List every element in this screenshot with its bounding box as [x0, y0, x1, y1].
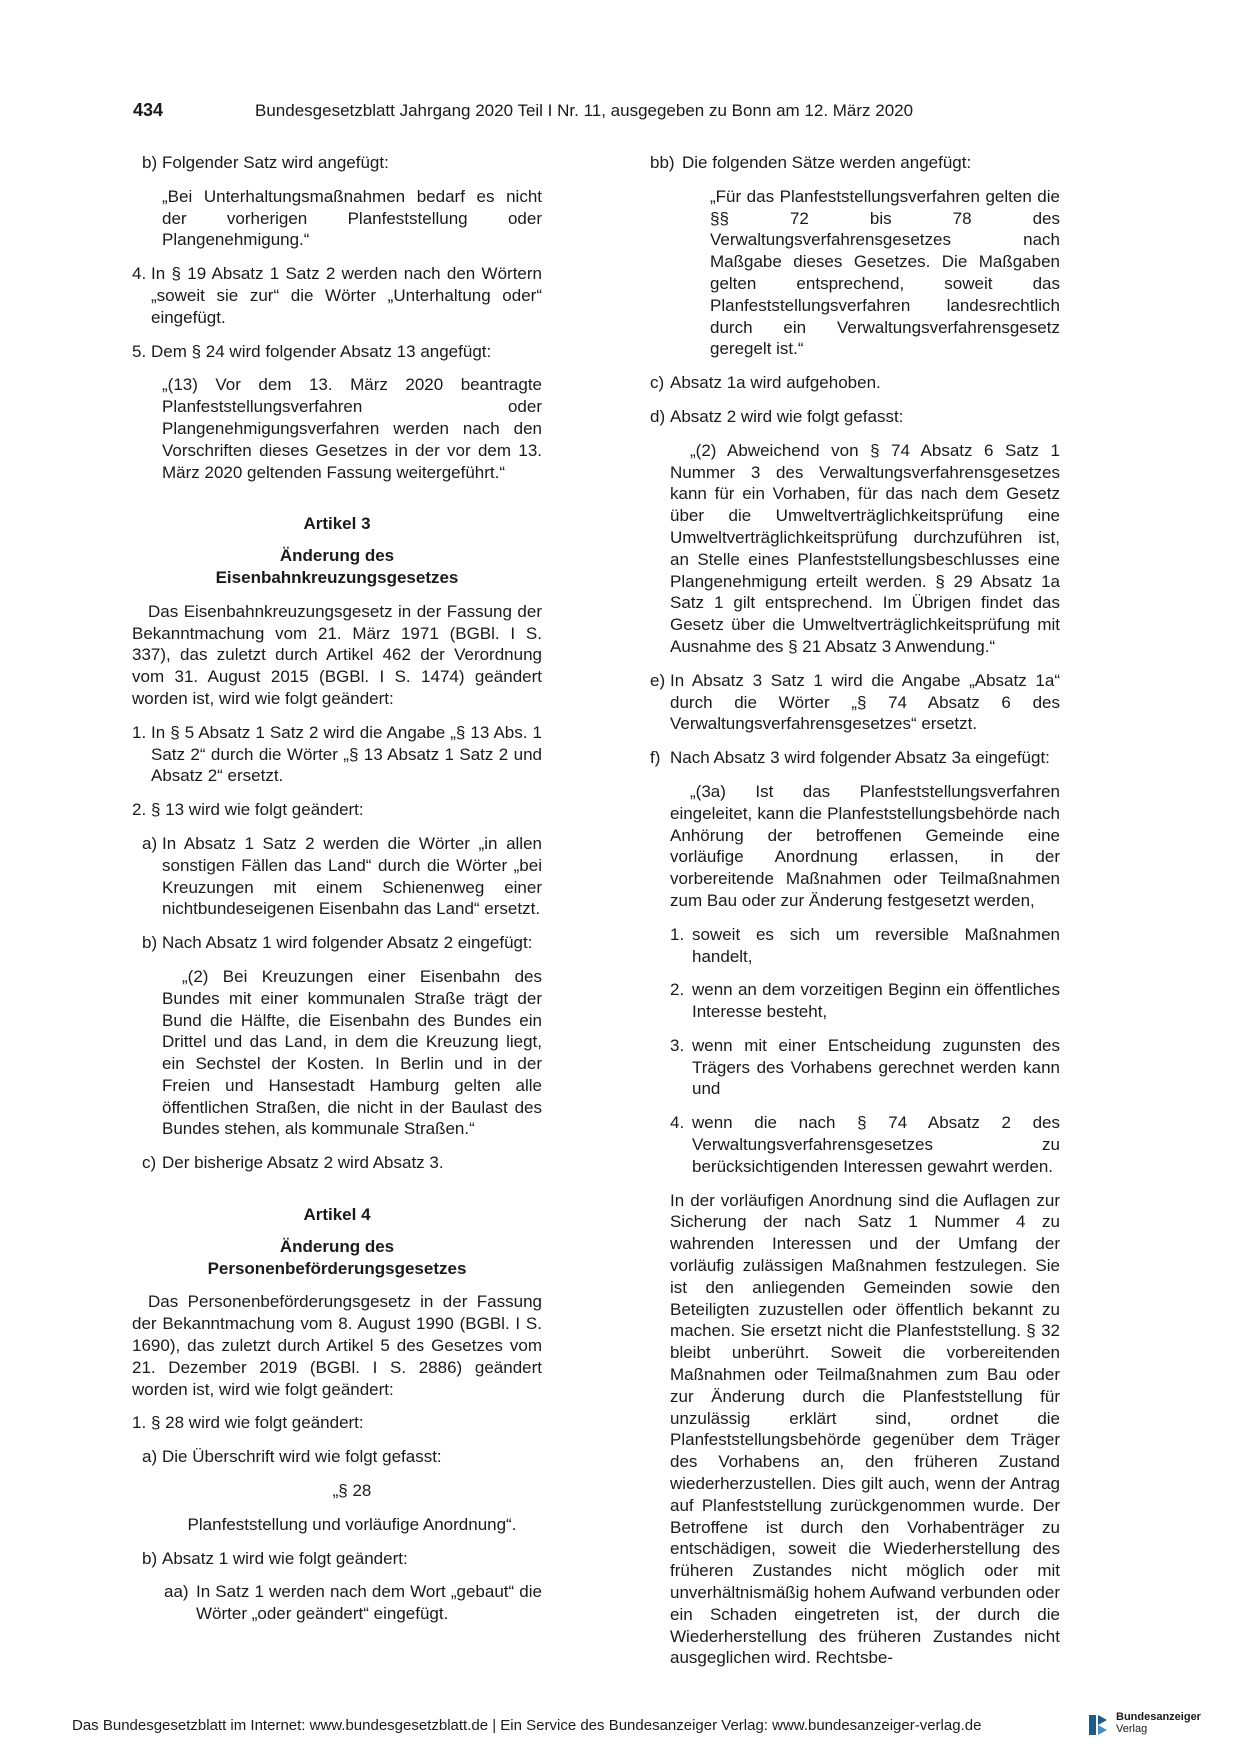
page-footer	[72, 1717, 1192, 1734]
article-subtitle: Eisenbahnkreuzungsgesetzes	[215, 567, 459, 587]
item-text: wenn mit einer Entscheidung zugunsten des Trägers des Vorhabens gerechnet werden kann und	[692, 1035, 1060, 1099]
item-text: Absatz 1a wird aufgehoben.	[670, 373, 881, 393]
logo-line1: Bundesanzeiger	[1116, 1711, 1201, 1723]
item-text: Nach Absatz 1 wird folgender Absatz 2 eingefügt:	[162, 933, 533, 953]
item-text: Absatz 1 wird wie folgt geändert:	[162, 1548, 408, 1568]
list-item	[650, 979, 1060, 1023]
list-item	[132, 722, 542, 787]
left-column	[132, 152, 542, 1637]
item-number: 1.	[670, 924, 685, 944]
item-text: Nach Absatz 3 wird folgender Absatz 3a eingefügt:	[670, 748, 1050, 768]
list-item	[132, 799, 542, 821]
list-item	[650, 372, 1060, 394]
item-number: 2.	[670, 980, 685, 1000]
page-header	[133, 100, 978, 121]
item-text: soweit es sich um reversible Maßnahmen handelt,	[692, 924, 1060, 966]
list-item	[132, 1152, 542, 1174]
item-text: Dem § 24 wird folgender Absatz 13 angefügt:	[151, 341, 492, 361]
quoted-text: „Bei Unterhaltungsmaßnahmen bedarf es nicht der vorherigen Planfeststellung oder Plangenehmigung.“	[162, 186, 542, 250]
article-subtitle: Personenbeförderungsgesetzes	[207, 1258, 467, 1278]
item-text: In § 5 Absatz 1 Satz 2 wird die Angabe „§ 13 Abs. 1 Satz 2“ durch die Wörter „§ 13 Absatz 1 Satz 2 und Absatz 2“ ersetzt.	[151, 722, 542, 786]
bundesanzeiger-logo-icon	[1086, 1712, 1110, 1738]
list-item	[650, 1035, 1060, 1100]
list-item	[132, 932, 542, 954]
item-label: a)	[142, 833, 158, 853]
article-intro: Das Personenbeförderungsgesetz in der Fassung der Bekanntmachung vom 8. August 1990 (BGBl. I S. 1690), das zuletzt durch Artikel 5 des Gesetzes vom 21. Dezember 2019 (BGBl. I S. 2886) geändert worden ist, wird wie folgt geändert:	[132, 1292, 542, 1399]
item-label: e)	[650, 670, 666, 690]
item-number: 3.	[670, 1035, 685, 1055]
footer-text: Das Bundesgesetzblatt im Internet: www.bundesgesetzblatt.de | Ein Service des Bundesanzeiger Verlag: www.bundesanzeiger-verlag.de	[72, 1717, 982, 1734]
item-text: Die Überschrift wird wie folgt gefasst:	[162, 1447, 442, 1467]
list-item	[132, 1446, 542, 1468]
list-item	[650, 747, 1060, 769]
item-text: Absatz 2 wird wie folgt gefasst:	[670, 406, 904, 426]
list-item	[650, 670, 1060, 735]
paragraph: In der vorläufigen Anordnung sind die Auflagen zur Sicherung der nach Satz 1 Nummer 4 zu wahrenden Interessen und der Umfang der vorläufig zulässigen Maßnahmen festzulegen. Sie ist den anliegenden Gemeinden sowie den Beteiligten zuzustellen oder öffentlich bekannt zu machen. Sie ersetzt nicht die Planfeststellung. § 32 bleibt unberührt. Soweit die vorbereitenden Maßnahmen oder Teilmaßnahmen zum Bau oder zur Änderung durch die Planfeststellung für unzulässig erklärt sind, ordnet die Planfeststellungsbehörde gegenüber dem Träger des Vorhabens an, den früheren Zustand wiederherzustellen. Dies gilt auch, wenn der Antrag auf Planfeststellung zurückgenommen wurde. Der Betroffene ist durch den Vorhabenträger zu entschädigen, soweit die Wiederherstellung des früheren Zustandes nicht möglich oder mit unverhältnismäßig hohem Aufwand verbunden oder ein Schaden eingetreten ist, der durch die Wiederherstellung des früheren Zustandes nicht ausgeglichen wird. Rechtsbe-	[670, 1190, 1060, 1668]
item-number: 1.	[132, 722, 147, 742]
quoted-text: „(3a) Ist das Planfeststellungsverfahren eingeleitet, kann die Planfeststellungsbehörde nach Anhörung der betroffenen Gemeinde eine vorläufige Anordnung erlassen, in der vorbereitende Maßnahmen oder Teilmaßnahmen zum Bau oder zur Änderung festgesetzt werden,	[670, 781, 1060, 910]
item-label: f)	[650, 748, 661, 768]
list-item	[132, 1412, 542, 1434]
publisher-logo-text	[1116, 1711, 1201, 1735]
item-label: d)	[650, 406, 666, 426]
item-label: aa)	[164, 1582, 189, 1602]
list-item	[132, 152, 542, 174]
running-title: Bundesgesetzblatt Jahrgang 2020 Teil I Nr. 11, ausgegeben zu Bonn am 12. März 2020	[255, 101, 914, 120]
quoted-heading: Planfeststellung und vorläufige Anordnung“.	[187, 1514, 517, 1534]
article-intro: Das Eisenbahnkreuzungsgesetz in der Fassung der Bekanntmachung vom 21. März 1971 (BGBl. I S. 337), das zuletzt durch Artikel 462 der Verordnung vom 31. August 2015 (BGBl. I S. 1474) geändert worden ist, wird wie folgt geändert:	[132, 601, 542, 708]
item-text: Der bisherige Absatz 2 wird Absatz 3.	[162, 1153, 444, 1173]
list-item	[650, 406, 1060, 428]
quoted-text: „(2) Abweichend von § 74 Absatz 6 Satz 1 Nummer 3 des Verwaltungsverfahrensgesetzes kann für ein Vorhaben, für das nach dem Gesetz über die Umweltverträglichkeitsprüfung eine Umweltverträglichkeitsprüfung durchzuführen ist, an Stelle eines Planfeststellungsbeschlusses eine Plangenehmigung erteilt werden. § 29 Absatz 1a Satz 1 gilt entsprechend. Im Übrigen findet das Gesetz über die Umweltverträglichkeitsprüfung mit Ausnahme des § 21 Absatz 3 Anwendung.“	[670, 440, 1060, 656]
item-label: b)	[142, 1548, 158, 1568]
list-item	[132, 833, 542, 920]
item-text: § 28 wird wie folgt geändert:	[151, 1413, 364, 1433]
quoted-text: „Für das Planfeststellungsverfahren gelten die §§ 72 bis 78 des Verwaltungsverfahrensgesetzes nach Maßgabe dieses Gesetzes. Die Maßgaben gelten entsprechend, soweit das Planfeststellungsverfahren landesrechtlich durch ein Verwaltungsverfahrensgesetz geregelt ist.“	[710, 186, 1060, 359]
quoted-heading: „§ 28	[332, 1481, 372, 1501]
item-text: In § 19 Absatz 1 Satz 2 werden nach den Wörtern „soweit sie zur“ die Wörter „Unterhaltung oder“ eingefügt.	[151, 264, 542, 327]
item-number: 4.	[670, 1113, 685, 1133]
list-item	[132, 263, 542, 328]
article-subtitle: Änderung des	[279, 1236, 395, 1256]
quoted-text: „(13) Vor dem 13. März 2020 beantragte Planfeststellungsverfahren oder Plangenehmigungsverfahren werden nach den Vorschriften dieses Gesetzes in der vor dem 13. März 2020 geltenden Fassung weitergeführt.“	[162, 375, 542, 482]
item-text: Folgender Satz wird angefügt:	[162, 153, 389, 172]
article-subtitle: Änderung des	[279, 546, 395, 566]
article-title: Artikel 4	[303, 1205, 371, 1225]
page-number: 434	[133, 100, 164, 120]
item-number: 2.	[132, 800, 147, 820]
item-text: § 13 wird wie folgt geändert:	[151, 800, 364, 820]
item-number: 1.	[132, 1413, 147, 1433]
item-label: c)	[650, 373, 665, 393]
item-text: In Absatz 1 Satz 2 werden die Wörter „in allen sonstigen Fällen das Land“ durch die Wörter „bei Kreuzungen mit einem Schienenweg einer nichtbundeseigenen Eisenbahn das Land“ ersetzt.	[162, 833, 542, 919]
quoted-text: „(2) Bei Kreuzungen einer Eisenbahn des Bundes mit einer kommunalen Straße trägt der Bund die Hälfte, die Eisenbahn des Bundes ein Drittel und das Land, in dem die Kreuzung liegt, ein Sechstel der Kosten. In Berlin und in der Freien und Hansestadt Hamburg gelten alle öffentlichen Straßen, die nicht in der Baulast des Bundes stehen, als kommunale Straßen.“	[162, 966, 542, 1139]
item-number: 5.	[132, 341, 147, 361]
item-label: b)	[142, 153, 158, 172]
list-item	[650, 1112, 1060, 1177]
item-label: bb)	[650, 153, 675, 172]
item-number: 4.	[132, 264, 147, 284]
list-item	[132, 341, 542, 363]
item-label: b)	[142, 933, 158, 953]
item-label: c)	[142, 1153, 157, 1173]
item-text: wenn die nach § 74 Absatz 2 des Verwaltungsverfahrensgesetzes zu berücksichtigenden Interessen gewahrt werden.	[692, 1113, 1060, 1176]
list-item	[132, 1581, 542, 1625]
right-column	[650, 152, 1060, 1681]
list-item	[132, 1548, 542, 1570]
logo-line2: Verlag	[1116, 1723, 1148, 1735]
item-text: wenn an dem vorzeitigen Beginn ein öffentliches Interesse besteht,	[692, 980, 1060, 1022]
list-item	[650, 924, 1060, 968]
item-text: In Absatz 3 Satz 1 wird die Angabe „Absatz 1a“ durch die Wörter „§ 74 Absatz 6 des Verwaltungsverfahrensgesetzes“ ersetzt.	[670, 670, 1060, 734]
item-text: In Satz 1 werden nach dem Wort „gebaut“ die Wörter „oder geändert“ eingefügt.	[196, 1582, 542, 1624]
item-label: a)	[142, 1447, 158, 1467]
article-title: Artikel 3	[303, 514, 371, 534]
item-text: Die folgenden Sätze werden angefügt:	[682, 153, 972, 172]
list-item	[650, 152, 1060, 174]
